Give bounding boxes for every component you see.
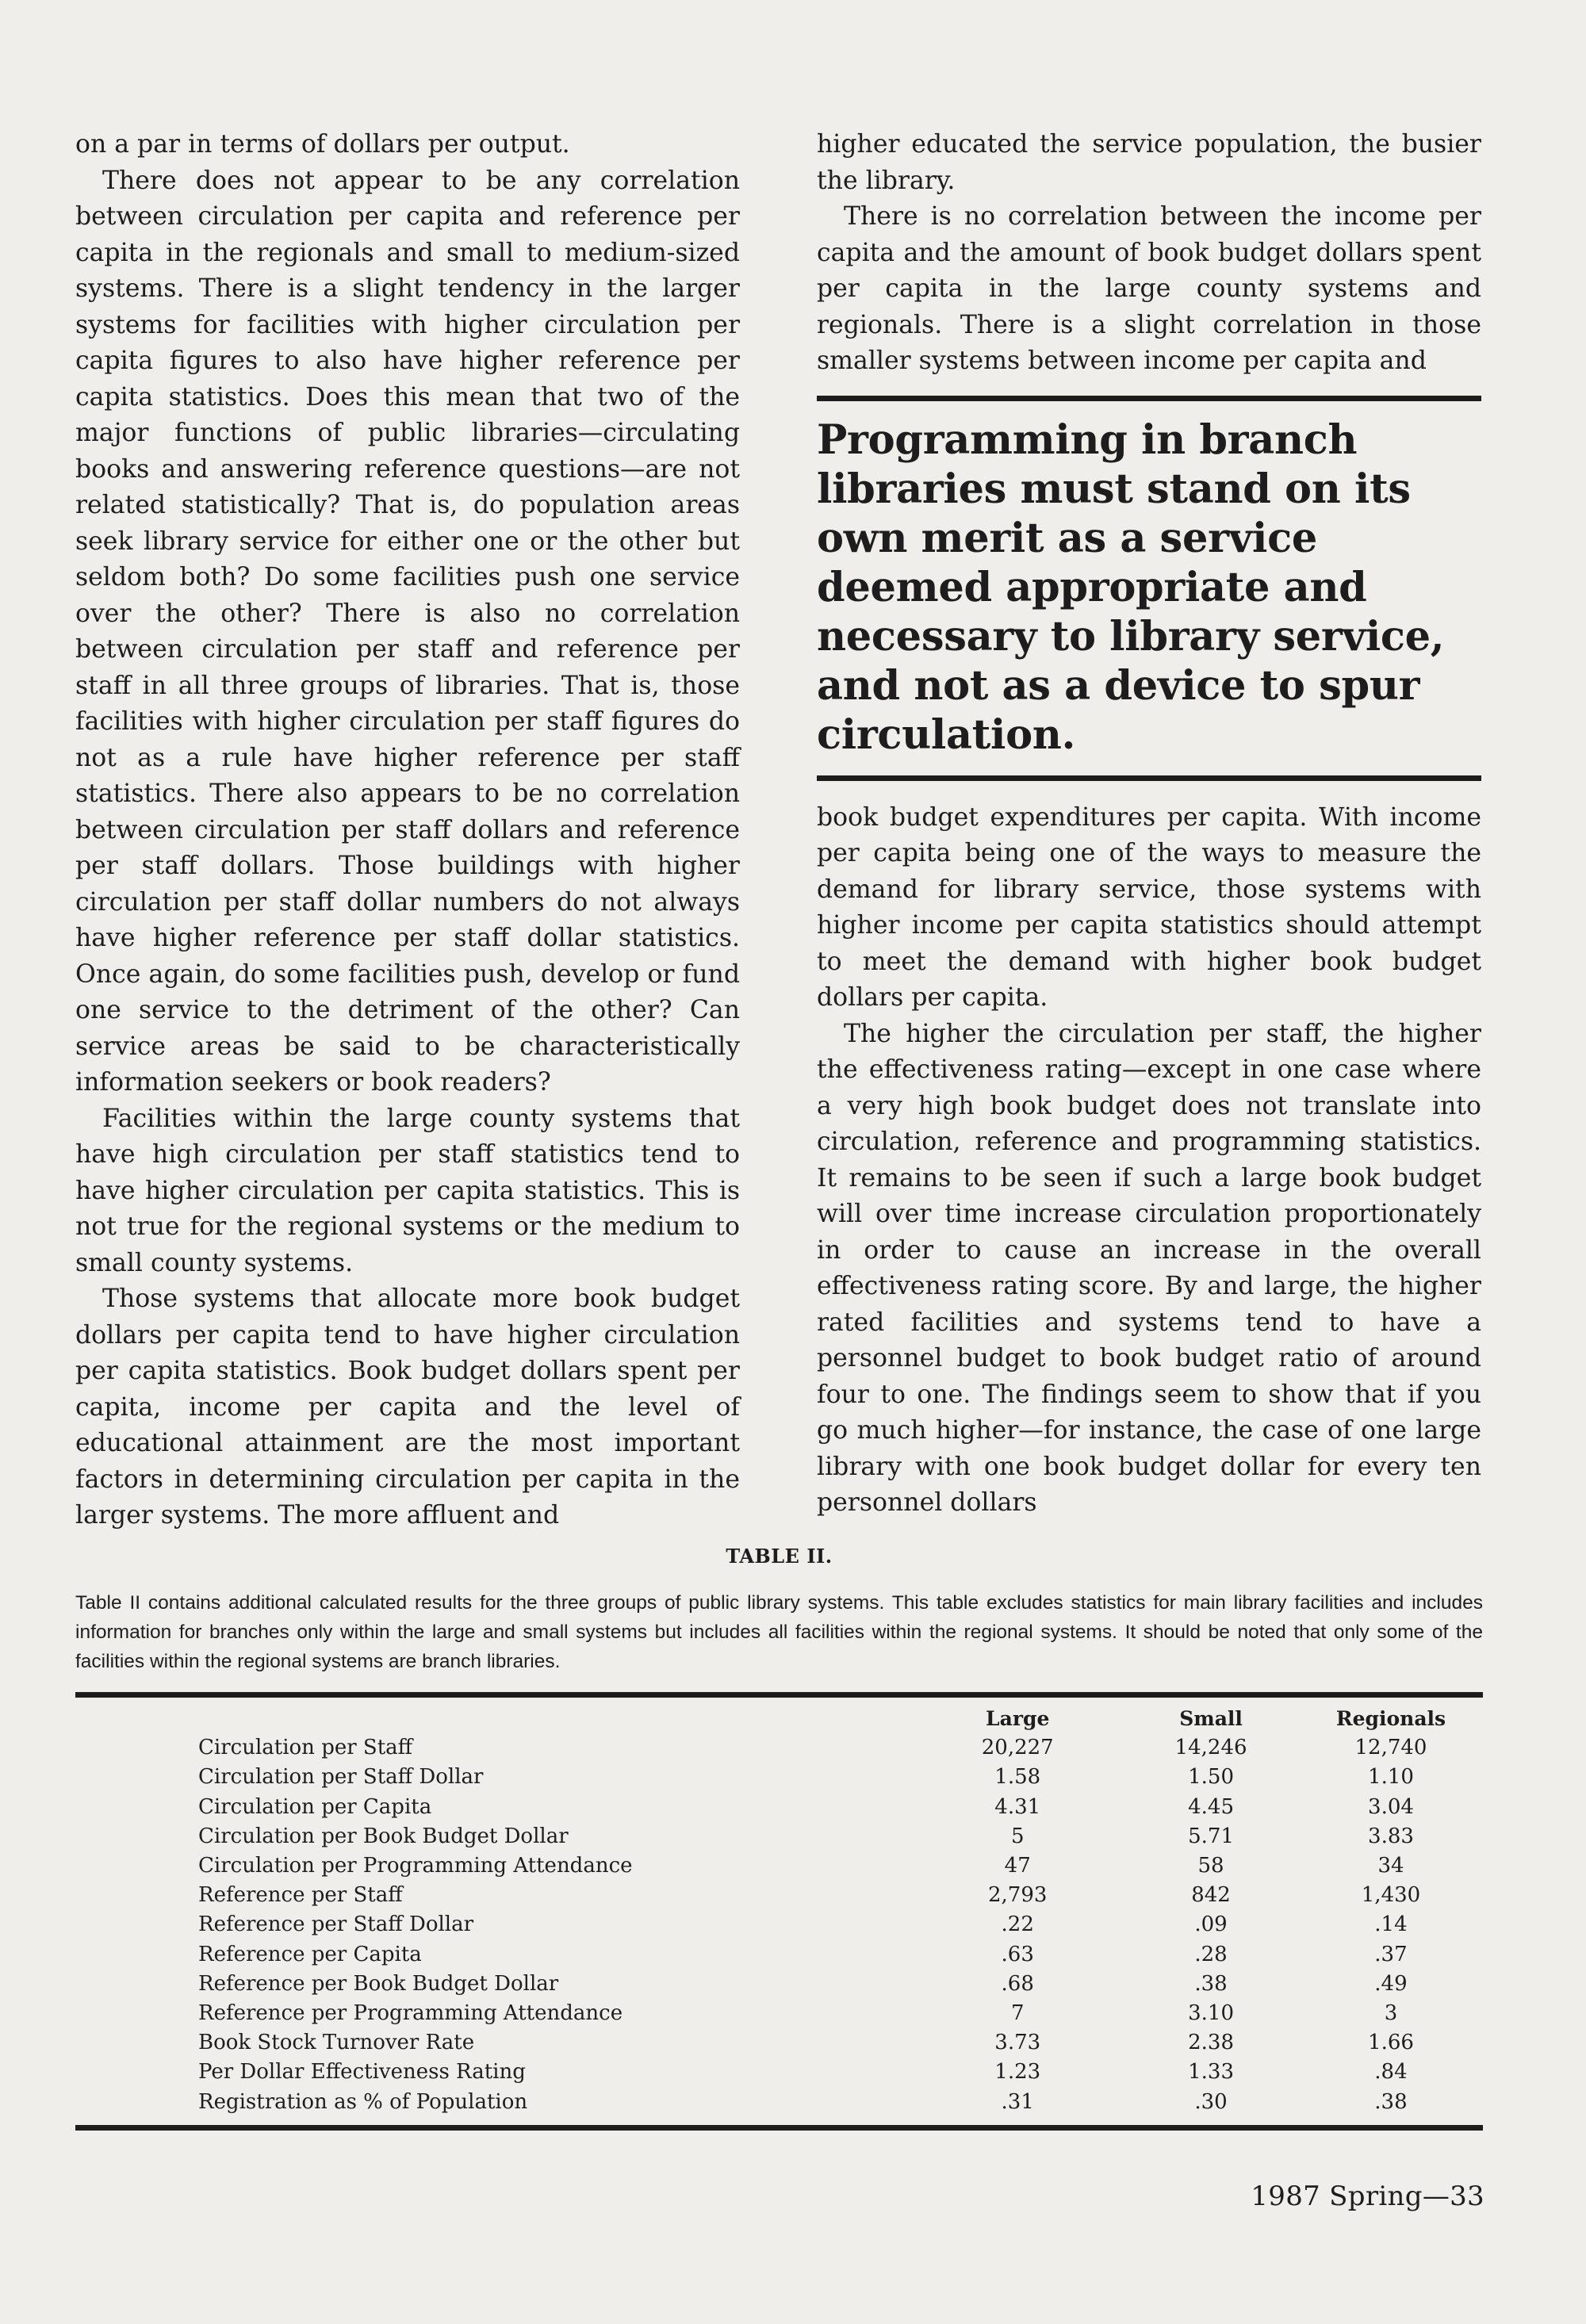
cell-small: .09 xyxy=(1194,1912,1228,1937)
cell-small: 1.33 xyxy=(1188,2060,1234,2085)
cell-large: .31 xyxy=(1001,2089,1034,2114)
cell-large: 1.58 xyxy=(994,1765,1041,1790)
cell-large: 47 xyxy=(1004,1854,1031,1878)
cell-large: 4.31 xyxy=(994,1794,1041,1819)
cell-small: 4.45 xyxy=(1188,1794,1234,1819)
row-label: Circulation per Capita xyxy=(198,1794,432,1819)
cell-regionals: 3 xyxy=(1384,2001,1398,2026)
table-row xyxy=(75,2088,1483,2117)
cell-regionals: .37 xyxy=(1374,1942,1408,1966)
paragraph: higher educated the service population, the busier the library. xyxy=(817,130,1481,195)
row-label: Per Dollar Effectiveness Rating xyxy=(198,2060,526,2085)
table-bottom-rule xyxy=(75,2125,1483,2131)
row-label: Reference per Staff Dollar xyxy=(198,1912,474,1937)
cell-large: 5 xyxy=(1010,1824,1025,1848)
table-row xyxy=(75,2058,1483,2087)
table-row xyxy=(75,1733,1483,1763)
table-row xyxy=(75,1940,1483,1970)
cell-small: 58 xyxy=(1197,1854,1224,1878)
table-header-row xyxy=(75,1698,1483,1733)
row-label: Circulation per Programming Attendance xyxy=(198,1854,633,1878)
cell-large: .63 xyxy=(1001,1942,1034,1966)
paragraph: There is no correlation between the income per capita and the amount of book budget dollars spent per capita in the large county systems and regionals. There is a slight correlation in those smaller systems between income per capita and xyxy=(817,202,1481,375)
column-header-large: Large xyxy=(986,1707,1050,1730)
cell-large: 2,793 xyxy=(988,1883,1048,1908)
cell-regionals: 1.66 xyxy=(1368,2031,1414,2055)
cell-large: 7 xyxy=(1010,2001,1025,2026)
paragraph: on a par in terms of dollars per output. xyxy=(75,130,570,159)
table-header-blank xyxy=(75,1698,912,1733)
row-label: Reference per Staff xyxy=(198,1883,403,1908)
cell-small: .28 xyxy=(1194,1942,1228,1966)
cell-regionals: .38 xyxy=(1374,2089,1408,2114)
right-column xyxy=(817,127,1481,1522)
cell-large: .68 xyxy=(1001,1971,1034,1996)
cell-regionals: .14 xyxy=(1374,1912,1408,1937)
table-top-rule xyxy=(75,1692,1483,1698)
cell-regionals: 1,430 xyxy=(1361,1883,1421,1908)
table-row xyxy=(75,1793,1483,1822)
cell-large: .22 xyxy=(1001,1912,1034,1937)
table-row xyxy=(75,1822,1483,1851)
cell-small: 2.38 xyxy=(1188,2031,1234,2055)
page-folio: 1987 Spring—33 xyxy=(1251,2180,1484,2212)
paragraph: book budget expenditures per capita. With income per capita being one of the ways to measure the demand for library service, those systems with higher income per capita statistics should attempt to meet the demand with higher book budget dollars per capita. xyxy=(817,802,1481,1012)
row-label: Circulation per Book Budget Dollar xyxy=(198,1824,569,1848)
table-row xyxy=(75,1851,1483,1881)
table-row xyxy=(75,1910,1483,1939)
row-label: Reference per Programming Attendance xyxy=(198,2001,623,2026)
cell-small: .38 xyxy=(1194,1971,1228,1996)
cell-regionals: 12,740 xyxy=(1354,1736,1427,1760)
cell-regionals: 3.04 xyxy=(1368,1794,1414,1819)
row-label: Circulation per Staff xyxy=(198,1736,413,1760)
cell-large: 3.73 xyxy=(994,2031,1041,2055)
column-header-small: Small xyxy=(1179,1707,1243,1730)
cell-regionals: .84 xyxy=(1374,2060,1408,2085)
cell-regionals: 1.10 xyxy=(1368,1765,1414,1790)
table-row xyxy=(75,1763,1483,1792)
paragraph: Those systems that allocate more book budget dollars per capita tend to have higher circulation per capita statistics. Book budget dollars spent per capita, income per capita and the level of educational attainment are the most important factors in determining circulation per capita in the larger systems. The more affluent and xyxy=(75,1285,740,1530)
table-row xyxy=(75,1970,1483,1999)
cell-small: 3.10 xyxy=(1188,2001,1234,2026)
cell-large: 1.23 xyxy=(994,2060,1041,2085)
cell-regionals: 3.83 xyxy=(1368,1824,1414,1848)
cell-regionals: .49 xyxy=(1374,1971,1408,1996)
table-section xyxy=(75,1545,1483,2131)
table-row xyxy=(75,1881,1483,1910)
paragraph: There does not appear to be any correlation between circulation per capita and reference per capita in the regionals and small to medium-sized systems. There is a slight tendency in the larger systems for facilities with higher circulation per capita figures to also have higher reference per capita statistics. Does this mean that two of the major functions of public libraries—circulating books and answering reference questions—are not related statistically? That is, do population areas seek library service for either one or the other but seldom both? Do some facilities push one service over the other? There is also no correlation between circulation per staff and reference per staff in all three groups of libraries. That is, those facilities with higher circulation per staff figures do not as a rule have higher reference per staff statistics. There also appears to be no correlation between circulation per staff dollars and reference per staff dollars. Those buildings with higher circulation per staff dollar numbers do not always have higher reference per staff dollar statistics. Once again, do some facilities push, develop or fund one service to the detriment of the other? Can service areas be said to be characteristically information seekers or book readers? xyxy=(75,166,740,1097)
cell-small: 14,246 xyxy=(1174,1736,1247,1760)
cell-regionals: 34 xyxy=(1377,1854,1404,1878)
cell-small: 1.50 xyxy=(1188,1765,1234,1790)
table-title: TABLE II. xyxy=(726,1545,833,1568)
cell-small: .30 xyxy=(1194,2089,1228,2114)
table-row xyxy=(75,1999,1483,2028)
statistics-table xyxy=(75,1698,1483,2117)
paragraph: The higher the circulation per staff, the higher the effectiveness rating—except in one case where a very high book budget does not translate into circulation, reference and programming statistics. It remains to be seen if such a large book budget will over time increase circulation proportionately in order to cause an increase in the overall effectiveness rating score. By and large, the higher rated facilities and systems tend to have a personnel budget to book budget ratio of around four to one. The findings seem to show that if you go much higher—for instance, the case of one large library with one book budget dollar for every ten personnel dollars xyxy=(817,1019,1481,1517)
row-label: Circulation per Staff Dollar xyxy=(198,1765,484,1790)
row-label: Reference per Capita xyxy=(198,1942,422,1966)
paragraph: Facilities within the large county systems that have high circulation per staff statistics tend to have higher circulation per capita statistics. This is not true for the regional systems or the medium to small county systems. xyxy=(75,1104,740,1277)
column-header-regionals: Regionals xyxy=(1335,1707,1446,1730)
cell-large: 20,227 xyxy=(981,1736,1054,1760)
pull-quote: Programming in branch libraries must stand on its own merit as a service deemed appropriate and necessary to library service, and not as a device to spur circulation. xyxy=(817,396,1481,781)
row-label: Registration as % of Population xyxy=(198,2089,528,2114)
row-label: Book Stock Turnover Rate xyxy=(198,2031,475,2055)
row-label: Reference per Book Budget Dollar xyxy=(198,1971,559,1996)
table-caption: Table II contains additional calculated results for the three groups of public library systems. This table excludes statistics for main library facilities and includes information for branches only within the large and small systems but includes all facilities within the regional systems. It should be noted that only some of the facilities within the regional systems are branch libraries. xyxy=(75,1592,1483,1672)
cell-small: 5.71 xyxy=(1188,1824,1234,1848)
cell-small: 842 xyxy=(1191,1883,1231,1908)
table-row xyxy=(75,2028,1483,2058)
left-column xyxy=(75,127,740,1534)
